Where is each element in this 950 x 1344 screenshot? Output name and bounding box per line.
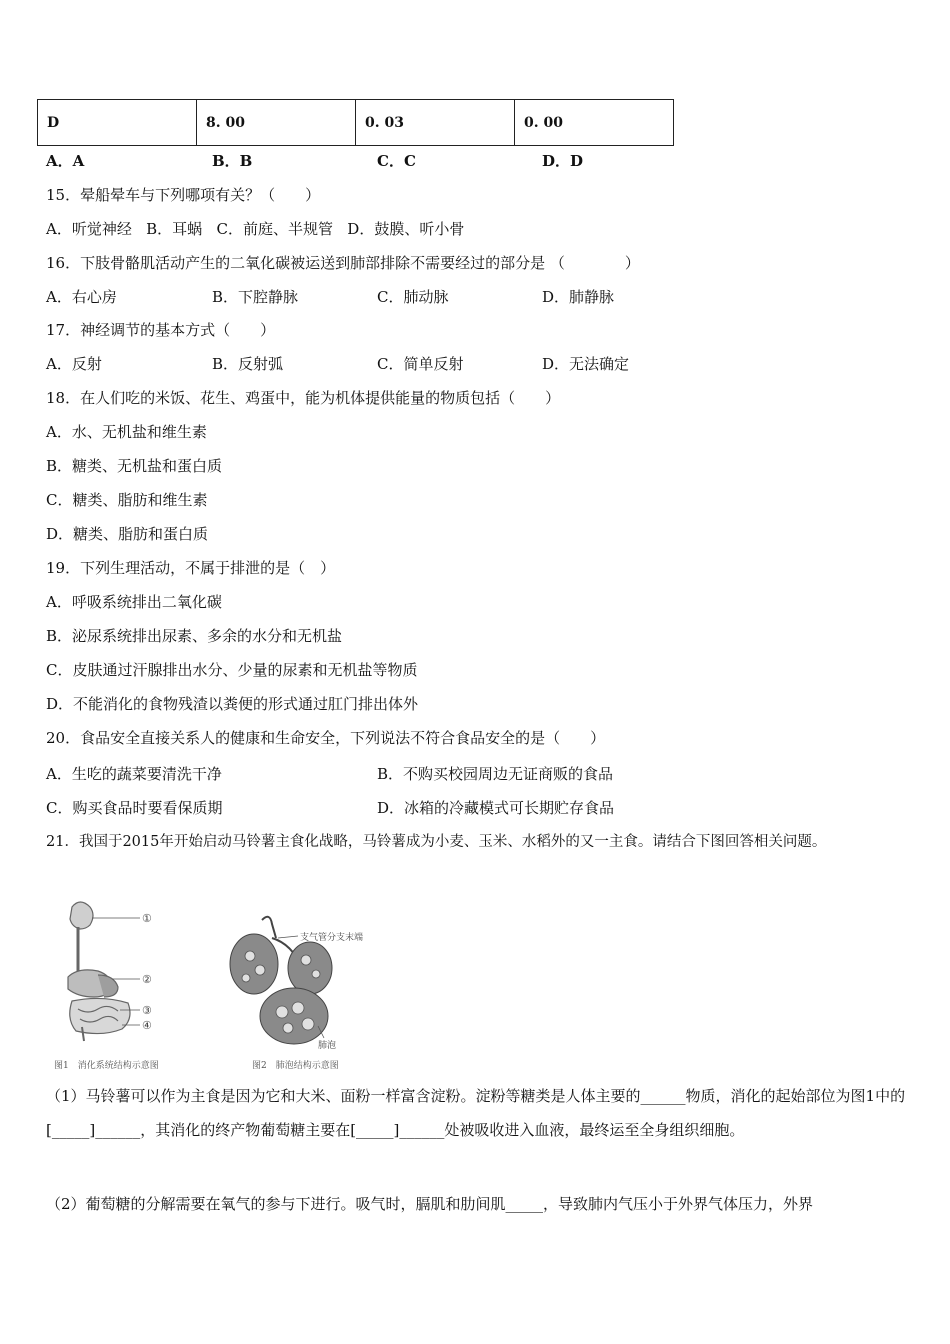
q16-option-d: D．肺静脉 [542, 288, 615, 306]
alveoli-figure [222, 912, 372, 1052]
table-cell: 0. 03 [356, 100, 515, 146]
fig1-label-1: ① [142, 912, 152, 925]
fig1-label-3: ③ [142, 1004, 152, 1017]
q19-option-c: C．皮肤通过汗腺排出水分、少量的尿素和无机盐等物质 [46, 661, 418, 679]
q18-option-a: A．水、无机盐和维生素 [46, 423, 207, 441]
q17-option-a: A．反射 [46, 355, 102, 373]
q16-stem: 16．下肢骨骼肌活动产生的二氧化碳被运送到肺部排除不需要经过的部分是 （ ） [46, 254, 640, 272]
q20-stem: 20．食品安全直接关系人的健康和生命安全，下列说法不符合食品安全的是（ ） [46, 729, 606, 747]
q16-option-b: B．下腔静脉 [212, 288, 299, 306]
data-table [37, 99, 674, 146]
digestive-system-figure [58, 897, 168, 1047]
fig1-label-4: ④ [142, 1019, 152, 1032]
q16-option-c: C．肺动脉 [377, 288, 449, 306]
q15-options [46, 219, 464, 239]
q21-part2: （2）葡萄糖的分解需要在氧气的参与下进行。吸气时，膈肌和肋间肌_____，导致肺内气压小于外界气体压力，外界 [46, 1195, 814, 1213]
table-row [38, 100, 674, 146]
q15-option-c: C．前庭、半规管 [216, 220, 333, 238]
fig1-caption: 图1 消化系统结构示意图 [54, 1061, 159, 1071]
table-cell: 0. 00 [515, 100, 674, 146]
q20-option-b: B．不购买校园周边无证商贩的食品 [377, 765, 614, 783]
q18-stem: 18．在人们吃的米饭、花生、鸡蛋中，能为机体提供能量的物质包括（ ） [46, 389, 561, 407]
q19-option-b: B．泌尿系统排出尿素、多余的水分和无机盐 [46, 627, 343, 645]
q20-option-d: D．冰箱的冷藏模式可长期贮存食品 [377, 799, 615, 817]
q18-option-d: D．糖类、脂肪和蛋白质 [46, 525, 209, 543]
q14-option-d: D．D [542, 152, 584, 170]
q15-option-b: B．耳蜗 [146, 220, 203, 238]
q15-option-d: D．鼓膜、听小骨 [347, 220, 465, 238]
q18-option-c: C．糖类、脂肪和维生素 [46, 491, 208, 509]
q16-option-a: A．右心房 [46, 288, 117, 306]
q15-option-a: A．听觉神经 [46, 220, 132, 238]
q19-option-a: A．呼吸系统排出二氧化碳 [46, 593, 222, 611]
q21-part1: （1）马铃薯可以作为主食是因为它和大米、面粉一样富含淀粉。淀粉等糖类是人体主要的______物质，消化的起始部位为图1中的[_____]______，其消化的终产物葡萄糖主要在[_____]______处被吸收进入血液，最终运至全身组织细胞。 [46, 1087, 906, 1139]
fig2-caption: 图2 肺泡结构示意图 [252, 1061, 339, 1071]
q14-option-b: B．B [212, 152, 253, 170]
fig2-label-alveolus: 肺泡 [318, 1041, 337, 1051]
q17-option-b: B．反射弧 [212, 355, 284, 373]
q14-option-c: C．C [377, 152, 416, 170]
q18-option-b: B．糖类、无机盐和蛋白质 [46, 457, 223, 475]
q20-option-a: A．生吃的蔬菜要清洗干净 [46, 765, 222, 783]
q14-option-a: A．A [46, 152, 85, 170]
q17-option-d: D．无法确定 [542, 355, 630, 373]
q15-stem: 15．晕船晕车与下列哪项有关？（ ） [46, 186, 321, 204]
table-cell: 8. 00 [197, 100, 356, 146]
q17-stem: 17．神经调节的基本方式（ ） [46, 321, 276, 339]
table-cell: D [38, 100, 197, 146]
q19-option-d: D．不能消化的食物残渣以粪便的形式通过肛门排出体外 [46, 695, 419, 713]
fig1-label-2: ② [142, 973, 152, 986]
q17-option-c: C．简单反射 [377, 355, 464, 373]
q19-stem: 19．下列生理活动，不属于排泄的是（ ） [46, 559, 336, 577]
fig2-label-bronchiole: 支气管分支末端 [300, 933, 364, 943]
q21-stem: 21．我国于2015年开始启动马铃薯主食化战略，马铃薯成为小麦、玉米、水稻外的又一主食。请结合下图回答相关问题。 [46, 834, 827, 850]
q20-option-c: C．购买食品时要看保质期 [46, 799, 223, 817]
